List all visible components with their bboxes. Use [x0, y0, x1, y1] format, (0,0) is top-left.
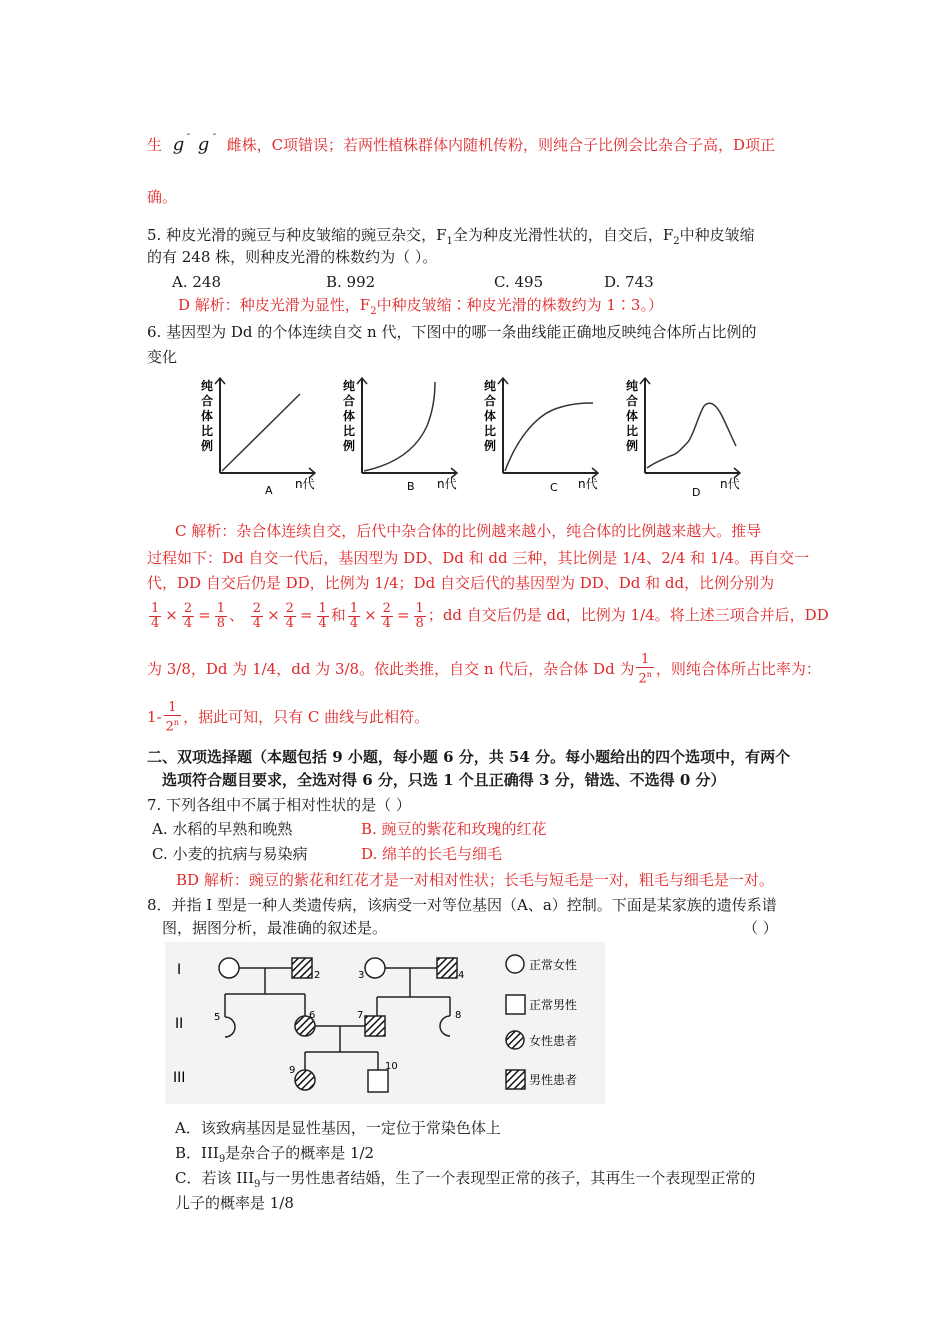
q6-analysis-l4: $\frac{1}{4}$ × $\frac{2}{4}$ = $\frac{1}{8}$ 、 $\frac{2}{4}$ × $\frac{2}{4}$ = $\frac{1}{4}$ 和 $\frac{1}{4}$ × $\frac{2}{4}$ = $\frac{1}{8}$ ；dd 自交后仍是 dd，比例为 1/4。将上述三项合并后，DD — [151, 600, 829, 631]
q8-option-a: A．该致病基因是显性基因，一定位于常染色体上 — [175, 1119, 501, 1137]
y-axis-label-char: 纯 — [343, 379, 356, 393]
q5-stem-line2: 的有 248 株，则种皮光滑的株数约为（ ）。 — [147, 248, 438, 266]
q6-analysis-l5: 为 3/8，Dd 为 1/4，dd 为 3/8。依此类推，自交 n 代后，杂合体 Dd 为 $\frac{1}{2^n}$ ，则纯合体所占比率为： — [147, 652, 821, 687]
y-axis-label-char: 体 — [484, 409, 497, 423]
g-symbol: g — [197, 134, 210, 155]
person-7 — [365, 1016, 385, 1036]
g-symbol: g — [172, 134, 185, 155]
y-axis-label-char: 体 — [343, 409, 356, 423]
y-axis-label-char: 例 — [343, 439, 356, 453]
section2-header-l2: 选项符合题目要求，全选对得 6 分，只选 1 个且正确得 3 分，错选、不选得 0 分） — [162, 771, 726, 789]
q8-stem-l2: 图，据图分析，最准确的叙述是。 — [162, 919, 388, 937]
curve-c-line — [505, 403, 593, 471]
person-id-label: 7 — [357, 1010, 364, 1021]
person-3 — [365, 958, 385, 978]
curve-a-line — [222, 394, 300, 471]
q7-option-a: A. 水稻的早熟和晚熟 — [152, 820, 293, 838]
chart-a — [201, 378, 315, 497]
q5-option-c: C. 495 — [494, 273, 544, 291]
q5-stem-line1: 5. 种皮光滑的豌豆与种皮皱缩的豌豆杂交，$F_1$全为种皮光滑性状的，自交后，$F_2$中种皮皱缩 — [147, 226, 755, 247]
person-id-label: 10 — [385, 1061, 398, 1072]
q8-pedigree — [165, 942, 605, 1104]
q7-option-c: C. 小麦的抗病与易染病 — [152, 845, 308, 863]
q6-analysis-l3: 代，DD 自交后仍是 DD，比例为 1/4；Dd 自交后代的基因型为 DD、Dd 和 dd，比例分别为 — [147, 574, 775, 592]
q7-answer: BD 解析：豌豆的紫花和红花才是一对相对性状；长毛与短毛是一对，粗毛与细毛是一对。 — [176, 871, 774, 889]
x-axis-label: n代 — [720, 477, 740, 491]
legend-normal-female-icon — [506, 955, 524, 973]
q8-option-b: B．$III_9$是杂合子的概率是 1/2 — [175, 1144, 375, 1165]
gen-label-i: I — [177, 962, 182, 978]
y-axis-label-char: 体 — [626, 409, 639, 423]
x-axis-label: n代 — [578, 477, 598, 491]
person-10 — [368, 1070, 388, 1092]
q6-analysis-l2: 过程如下：Dd 自交一代后，基因型为 DD、Dd 和 dd 三种，其比例是 1/4、2/4 和 1/4。再自交一 — [147, 549, 810, 567]
y-axis-label-char: 比 — [626, 424, 639, 438]
q7-stem: 7. 下列各组中不属于相对性状的是（ ） — [147, 796, 411, 814]
chart-d — [626, 378, 740, 499]
y-axis-label-char: 合 — [484, 394, 497, 408]
q7-option-b: B. 豌豆的紫花和玫瑰的红花 — [361, 820, 547, 838]
q4-tail-line1: 生 g - g - 雌株，C项错误；若两性植株群体内随机传粉，则纯合子比例会比杂合子高，D项正 — [147, 129, 776, 155]
person-2 — [292, 958, 312, 978]
y-axis-label-char: 体 — [201, 409, 214, 423]
chart-letter-label: D — [692, 486, 701, 499]
curve-b-line — [364, 382, 435, 471]
q8-stem-l1: 8．并指 I 型是一种人类遗传病，该病受一对等位基因（A、a）控制。下面是某家族的遗传系谱 — [147, 896, 777, 914]
person-9 — [295, 1070, 315, 1090]
legend-affected-male-icon — [506, 1070, 525, 1089]
q4-tail-line2: 确。 — [147, 188, 178, 206]
chart-letter-label: A — [265, 484, 273, 497]
legend-label: 正常女性 — [529, 958, 578, 972]
y-axis-label-char: 例 — [201, 439, 214, 453]
q6-stem-line2: 变化 — [147, 348, 178, 366]
chart-letter-label: B — [407, 480, 415, 493]
chart-letter-label: C — [550, 481, 558, 494]
x-axis-label: n代 — [295, 477, 315, 491]
x-axis-label: n代 — [437, 477, 457, 491]
y-axis-label-char: 纯 — [201, 379, 214, 393]
q8-option-c: C．若该 $III_9$与一男性患者结婚，生了一个表现型正常的孩子，其再生一个表现型正常的 — [175, 1169, 756, 1190]
y-axis-label-char: 合 — [343, 394, 356, 408]
person-id-label: 2 — [314, 970, 321, 981]
person-id-label: 8 — [455, 1010, 462, 1021]
legend-affected-female-icon — [506, 1031, 524, 1049]
y-axis-label-char: 合 — [626, 394, 639, 408]
gen-label-iii: III — [173, 1070, 186, 1086]
legend-label: 男性患者 — [529, 1073, 578, 1087]
q5-option-d: D. 743 — [604, 273, 654, 291]
legend-normal-male-icon — [506, 995, 525, 1014]
person-1 — [219, 958, 239, 978]
y-axis-label-char: 比 — [484, 424, 497, 438]
q6-analysis-l6: 1- $\frac{1}{2^n}$ ，据此可知，只有 C 曲线与此相符。 — [147, 700, 430, 735]
y-axis-label-char: 合 — [201, 394, 214, 408]
y-axis-label-char: 例 — [626, 439, 639, 453]
curve-d-line — [647, 403, 736, 468]
q6-analysis-l1: C 解析：杂合体连续自交，后代中杂合体的比例越来越小，纯合体的比例越来越大。推导 — [175, 522, 762, 540]
gen-label-ii: II — [175, 1016, 184, 1032]
y-axis-label-char: 比 — [343, 424, 356, 438]
person-id-label: 6 — [309, 1010, 316, 1021]
q5-option-b: B. 992 — [326, 273, 376, 291]
q7-option-d: D. 绵羊的长毛与细毛 — [361, 845, 503, 863]
y-axis-label-char: 纯 — [484, 379, 497, 393]
person-id-label: 3 — [358, 970, 365, 981]
q5-answer: D 解析：种皮光滑为显性，$F_2$中种皮皱缩∶种皮光滑的株数约为 1∶3。） — [178, 296, 663, 317]
chart-b — [343, 378, 457, 493]
person-id-label: 4 — [458, 970, 465, 981]
person-id-label: 5 — [214, 1012, 221, 1023]
q8-option-c-cont: 儿子的概率是 1/8 — [175, 1194, 294, 1212]
q6-curve-figures — [195, 376, 755, 506]
y-axis-label-char: 例 — [484, 439, 497, 453]
y-axis-label-char: 纯 — [626, 379, 639, 393]
q8-answer-paren: （ ） — [743, 919, 778, 937]
y-axis-label-char: 比 — [201, 424, 214, 438]
person-4 — [437, 958, 457, 978]
legend-label: 女性患者 — [529, 1034, 578, 1048]
q6-stem-line1: 6. 基因型为 Dd 的个体连续自交 n 代，下图中的哪一条曲线能正确地反映纯合体所占比例的 — [147, 323, 757, 341]
q5-option-a: A. 248 — [172, 273, 221, 291]
person-id-label: 9 — [289, 1065, 296, 1076]
section2-header-l1: 二、双项选择题（本题包括 9 小题，每小题 6 分，共 54 分。每小题给出的四个选项中，有两个 — [147, 748, 791, 766]
legend-label: 正常男性 — [529, 998, 578, 1012]
chart-c — [484, 378, 598, 494]
